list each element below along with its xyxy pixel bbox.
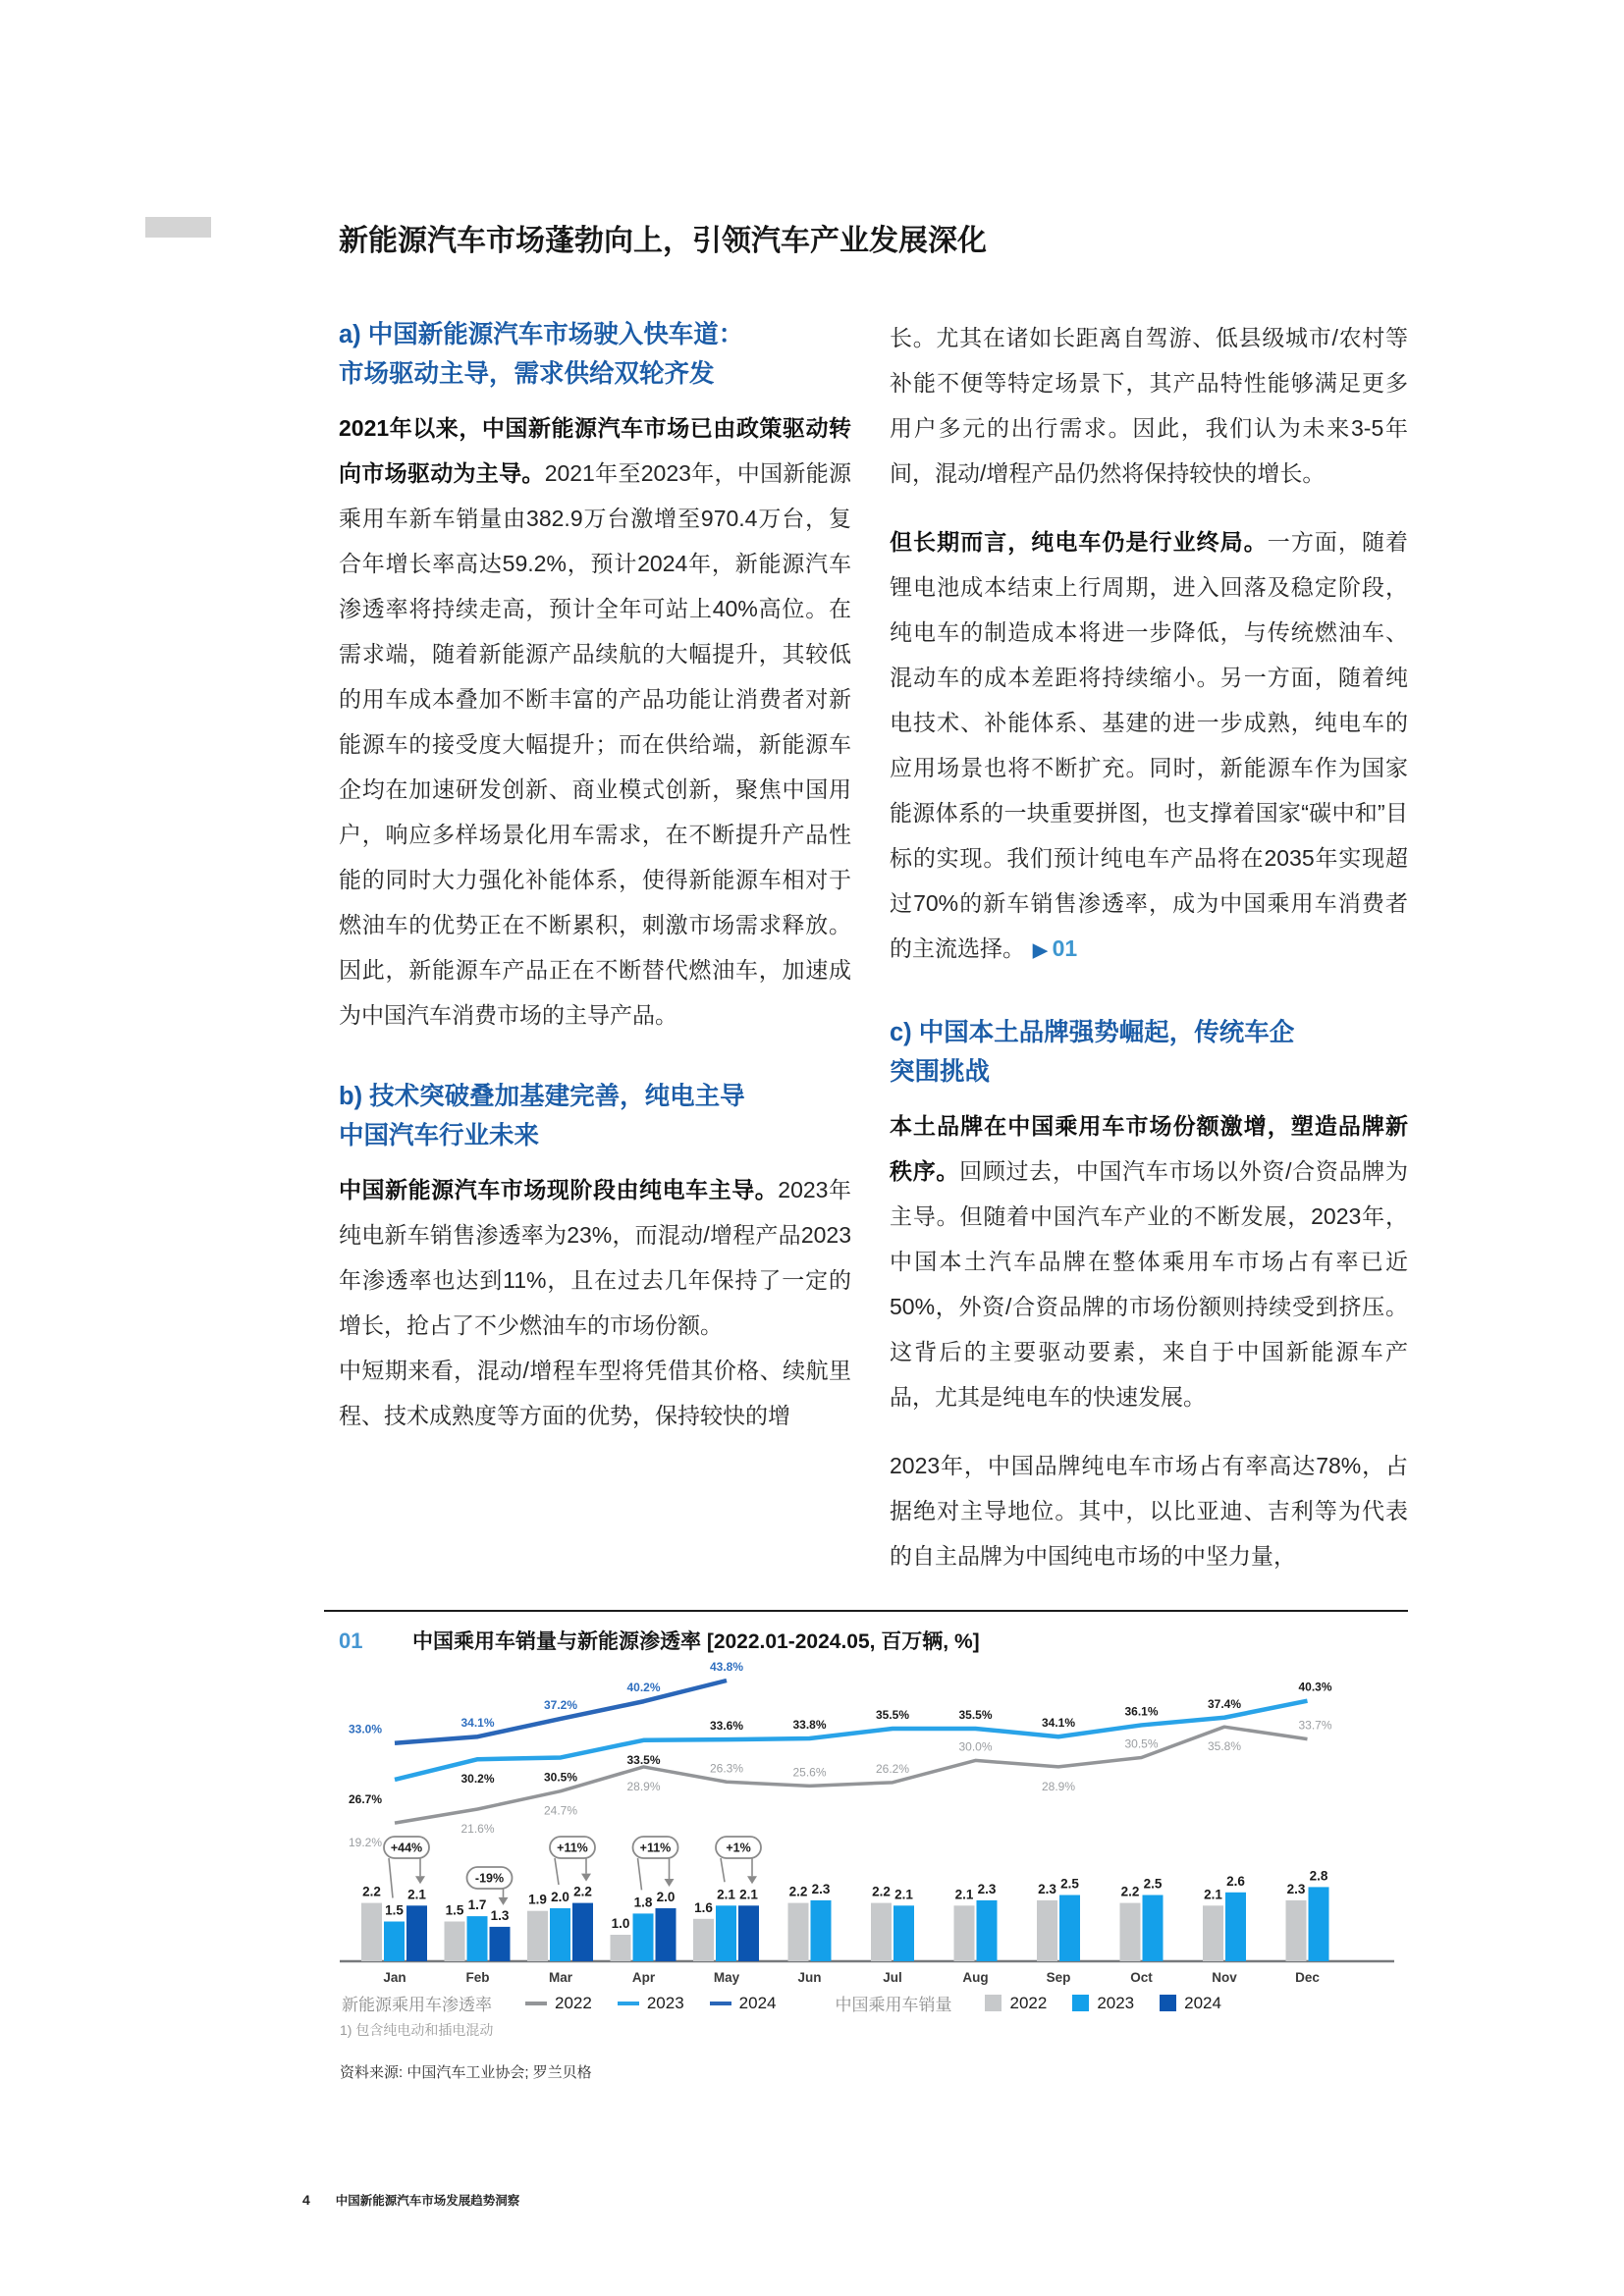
svg-text:Nov: Nov xyxy=(1212,1970,1237,1985)
svg-text:+1%: +1% xyxy=(726,1841,751,1855)
sales-penetration-chart xyxy=(324,1661,1408,1995)
svg-text:35.8%: 35.8% xyxy=(1207,1739,1242,1754)
svg-text:33.6%: 33.6% xyxy=(709,1719,744,1734)
svg-text:Apr: Apr xyxy=(631,1970,656,1985)
svg-text:2.2: 2.2 xyxy=(788,1884,808,1899)
section-b-heading: b) 技术突破叠加基建完善，纯电主导 中国汽车行业未来 xyxy=(339,1083,745,1149)
chart-legend xyxy=(342,1991,1247,2015)
svg-text:1.8: 1.8 xyxy=(633,1895,653,1910)
legend-item-bar-2022: 2022 xyxy=(985,1994,1047,2013)
svg-text:37.2%: 37.2% xyxy=(543,1697,578,1712)
figure-title: 中国乘用车销量与新能源渗透率 [2022.01-2024.05, 百万辆, %] xyxy=(412,1630,980,1653)
section-c-lead: 本土品牌在中国乘用车市场份额激增，塑造品牌新秩序。 xyxy=(890,1113,1408,1184)
svg-text:24.7%: 24.7% xyxy=(543,1803,578,1818)
svg-text:1.6: 1.6 xyxy=(694,1899,713,1915)
svg-text:Mar: Mar xyxy=(548,1970,573,1985)
legend-bars-label: 中国乘用车销量 xyxy=(835,1996,952,2014)
svg-text:Jun: Jun xyxy=(797,1970,822,1985)
legend-item-bar-2023: 2023 xyxy=(1072,1994,1134,2013)
page-number: 4 xyxy=(302,2192,310,2208)
figure-top-rule xyxy=(324,1610,1408,1612)
section-c-heading: c) 中国本土品牌强势崛起，传统车企 突围挑战 xyxy=(890,1019,1295,1086)
svg-text:1.3: 1.3 xyxy=(490,1907,510,1923)
figure-source: 资料来源: 中国汽车工业协会; 罗兰贝格 xyxy=(340,2064,592,2081)
svg-text:33.5%: 33.5% xyxy=(626,1752,661,1767)
svg-text:30.0%: 30.0% xyxy=(958,1739,993,1754)
line-swatch-2024 xyxy=(710,2002,731,2005)
svg-text:1.9: 1.9 xyxy=(528,1892,547,1907)
svg-text:Jan: Jan xyxy=(383,1970,406,1985)
svg-text:33.0%: 33.0% xyxy=(348,1722,383,1736)
svg-text:40.3%: 40.3% xyxy=(1298,1680,1332,1694)
page-footer xyxy=(302,2191,519,2209)
svg-text:30.5%: 30.5% xyxy=(543,1770,578,1785)
svg-text:2.5: 2.5 xyxy=(1060,1876,1079,1892)
svg-text:2.3: 2.3 xyxy=(811,1881,831,1896)
svg-text:-19%: -19% xyxy=(474,1871,505,1886)
svg-text:2.6: 2.6 xyxy=(1226,1873,1245,1889)
bar-swatch-2022 xyxy=(985,1995,1001,2011)
svg-text:Aug: Aug xyxy=(962,1970,989,1985)
line-swatch-2022 xyxy=(525,2002,547,2005)
svg-text:35.5%: 35.5% xyxy=(958,1707,993,1722)
bar-swatch-2024 xyxy=(1160,1995,1176,2011)
pure-ev-paragraph: 但长期而言，纯电车仍是行业终局。一方面，随着锂电池成本结束上行周期，进入回落及稳定阶段，纯电车的制造成本将进一步降低，与传统燃油车、混动车的成本差距将持续缩小。另一方面，随着纯电技术、补能体系、基建的进一步成熟，纯电车的应用场景也将不断扩充。同时，新能源车作为国家能源体系的一块重要拼图，也支撑着国家“碳中和”目标的实现。我们预计纯电车产品将在2035年实现超过70%的新车销售渗透率，成为中国乘用车消费者的主流选择。 ▶ 01 xyxy=(890,529,1409,961)
section-b-lead: 中国新能源汽车市场现阶段由纯电车主导。 xyxy=(339,1177,779,1202)
svg-text:Jul: Jul xyxy=(883,1970,902,1985)
svg-text:Oct: Oct xyxy=(1130,1970,1153,1985)
svg-text:30.5%: 30.5% xyxy=(1124,1736,1159,1751)
svg-text:+11%: +11% xyxy=(639,1841,672,1855)
svg-text:1.5: 1.5 xyxy=(385,1902,404,1918)
svg-text:2.2: 2.2 xyxy=(1120,1884,1140,1899)
svg-text:2.2: 2.2 xyxy=(573,1884,592,1899)
svg-text:19.2%: 19.2% xyxy=(348,1836,383,1850)
svg-text:1.0: 1.0 xyxy=(611,1916,630,1931)
figure-ref-arrow-icon: ▶ xyxy=(1033,940,1048,961)
svg-text:2.3: 2.3 xyxy=(977,1881,997,1896)
svg-text:2.1: 2.1 xyxy=(739,1887,758,1902)
line-swatch-2023 xyxy=(618,2002,639,2005)
svg-text:36.1%: 36.1% xyxy=(1124,1704,1159,1719)
svg-text:33.8%: 33.8% xyxy=(792,1718,827,1732)
figure-number: 01 xyxy=(339,1629,363,1653)
svg-text:2.1: 2.1 xyxy=(1204,1887,1222,1902)
svg-text:2.5: 2.5 xyxy=(1143,1876,1163,1892)
svg-text:2.2: 2.2 xyxy=(362,1884,381,1899)
footer-title: 中国新能源汽车市场发展趋势洞察 xyxy=(335,2194,520,2208)
svg-text:2.0: 2.0 xyxy=(551,1890,569,1904)
section-a-lead: 2021年以来，中国新能源汽车市场已由政策驱动转向市场驱动为主导。 xyxy=(339,415,851,486)
svg-text:43.8%: 43.8% xyxy=(709,1660,744,1674)
svg-text:33.7%: 33.7% xyxy=(1298,1718,1332,1733)
svg-text:2.1: 2.1 xyxy=(717,1887,735,1902)
bar-swatch-2023 xyxy=(1072,1995,1089,2011)
svg-text:28.9%: 28.9% xyxy=(1041,1779,1076,1793)
svg-text:34.1%: 34.1% xyxy=(460,1716,495,1731)
figure-reference: ▶ 01 xyxy=(1033,935,1078,961)
left-column xyxy=(339,315,851,1462)
svg-text:26.7%: 26.7% xyxy=(348,1791,383,1806)
section-c-paragraph: 本土品牌在中国乘用车市场份额激增，塑造品牌新秩序。回顾过去，中国汽车市场以外资/合资品牌为主导。但随着中国汽车产业的不断发展，2023年，中国本土汽车品牌在整体乘用车市场占有率已近50%，外资/合资品牌的市场份额则持续受到挤压。 这背后的主要驱动要素，来自于中国新能源车产品，尤其是纯电车的快速发展。 xyxy=(890,1113,1409,1410)
svg-text:21.6%: 21.6% xyxy=(460,1821,495,1836)
svg-text:2.1: 2.1 xyxy=(407,1887,426,1902)
svg-text:30.2%: 30.2% xyxy=(460,1772,495,1787)
right-column xyxy=(890,315,1408,1602)
svg-text:2.1: 2.1 xyxy=(954,1887,974,1902)
svg-text:26.2%: 26.2% xyxy=(875,1761,910,1776)
svg-text:2.2: 2.2 xyxy=(872,1884,891,1899)
svg-text:Feb: Feb xyxy=(465,1970,490,1985)
svg-text:2.8: 2.8 xyxy=(1309,1868,1328,1884)
svg-text:40.2%: 40.2% xyxy=(626,1681,661,1695)
svg-text:+44%: +44% xyxy=(390,1841,423,1855)
svg-text:May: May xyxy=(713,1970,740,1985)
svg-text:Dec: Dec xyxy=(1295,1970,1320,1985)
continued-paragraph: 长。尤其在诸如长距离自驾游、低县级城市/农村等补能不便等特定场景下，其产品特性能够满足更多用户多元的出行需求。因此，我们认为未来3-5年间，混动/增程产品仍然将保持较快的增长。 xyxy=(890,325,1408,486)
svg-text:28.9%: 28.9% xyxy=(626,1779,661,1793)
section-a-heading: a) 中国新能源汽车市场驶入快车道： 市场驱动主导，需求供给双轮齐发 xyxy=(339,321,744,388)
svg-text:2.3: 2.3 xyxy=(1038,1881,1056,1896)
legend-lines-label: 新能源乘用车渗透率 xyxy=(342,1996,492,2014)
figure-header xyxy=(339,1626,980,1655)
page-title: 新能源汽车市场蓬勃向上，引领汽车产业发展深化 xyxy=(339,225,987,258)
legend-item-line-2022: 2022 xyxy=(525,1994,592,2013)
section-a-paragraph: 2021年以来，中国新能源汽车市场已由政策驱动转向市场驱动为主导。2021年至2023年，中国新能源乘用车新车销量由382.9万台激增至970.4万台，复合年增长率高达59.2%，预计2024年，新能源汽车渗透率将持续走高，预计全年可站上40%高位。在需求端，随着新能源产品续航的大幅提升，其较低的用车成本叠加不断丰富的产品功能让消费者对新能源车的接受度大幅提升；而在供给端，新能源车企均在加速研发创新、商业模式创新，聚焦中国用户，响应多样场景化用车需求，在不断提升产品性能的同时大力强化补能体系，使得新能源车相对于燃油车的优势正在不断累积，刺激市场需求释放。因此，新能源车产品正在不断替代燃油车，加速成为中国汽车消费市场的主导产品。 xyxy=(339,415,851,1028)
svg-text:37.4%: 37.4% xyxy=(1207,1696,1242,1711)
legend-item-line-2023: 2023 xyxy=(618,1994,684,2013)
svg-text:34.1%: 34.1% xyxy=(1041,1716,1076,1731)
svg-text:2.3: 2.3 xyxy=(1286,1881,1306,1896)
title-accent-bar xyxy=(145,217,211,238)
svg-text:Sep: Sep xyxy=(1046,1970,1071,1985)
svg-text:1.5: 1.5 xyxy=(445,1902,464,1918)
svg-text:2.1: 2.1 xyxy=(894,1887,913,1902)
svg-text:+11%: +11% xyxy=(557,1841,588,1855)
svg-text:1.7: 1.7 xyxy=(467,1897,487,1913)
legend-item-bar-2024: 2024 xyxy=(1160,1994,1221,2013)
section-b-paragraph: 中国新能源汽车市场现阶段由纯电车主导。2023年纯电新车销售渗透率为23%，而混动/增程产品2023年渗透率也达到11%，且在过去几年保持了一定的增长，抢占了不少燃油车的市场份额。 中短期来看，混动/增程车型将凭借其价格、续航里程、技术成熟度等方面的优势，保持较快的增 xyxy=(339,1177,852,1428)
pure-ev-lead: 但长期而言，纯电车仍是行业终局。 xyxy=(890,529,1268,555)
figure-footnote: 1) 包含纯电动和插电混动 xyxy=(340,2022,494,2038)
section-c-paragraph-2: 2023年，中国品牌纯电车市场占有率高达78%，占据绝对主导地位。其中，以比亚迪、吉利等为代表的自主品牌为中国纯电市场的中坚力量， xyxy=(890,1453,1408,1569)
svg-text:26.3%: 26.3% xyxy=(709,1761,744,1776)
svg-text:2.0: 2.0 xyxy=(656,1890,676,1904)
svg-text:35.5%: 35.5% xyxy=(875,1707,910,1722)
svg-text:25.6%: 25.6% xyxy=(792,1765,827,1780)
legend-item-line-2024: 2024 xyxy=(710,1994,777,2013)
